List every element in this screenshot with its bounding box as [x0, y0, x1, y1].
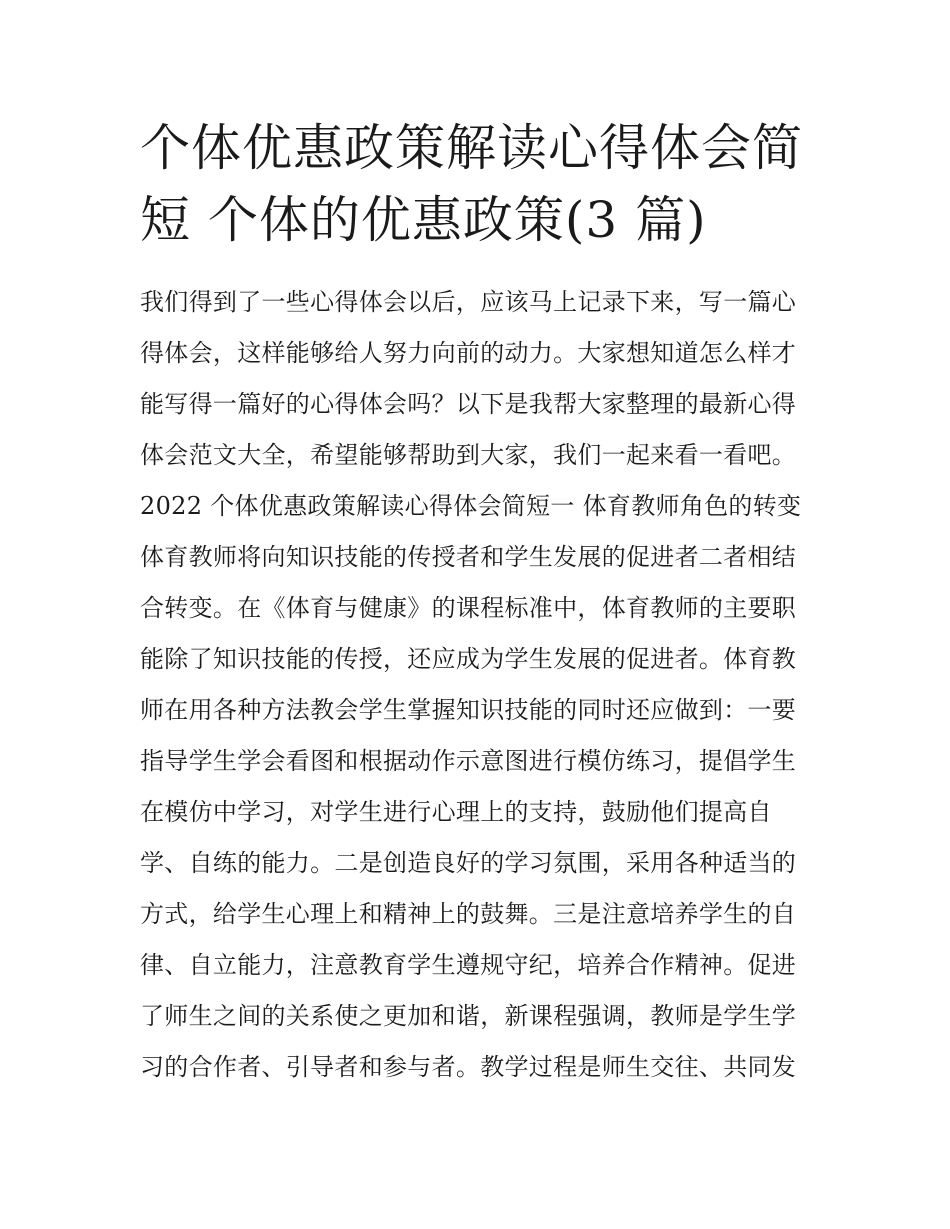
body-line: 律、自立能力，注意教育学生遵规守纪，培养合作精神。促进	[140, 951, 797, 979]
document-title	[140, 112, 820, 256]
body-line: 了师生之间的关系使之更加和谐，新课程强调，教师是学生学	[140, 1002, 797, 1030]
body-line: 学、自练的能力。二是创造良好的学习氛围，采用各种适当的	[140, 849, 797, 877]
title-line: 短 个体的优惠政策(3 篇)	[140, 191, 707, 249]
body-line: 得体会，这样能够给人努力向前的动力。大家想知道怎么样才	[140, 339, 797, 367]
title-line: 个体优惠政策解读心得体会简	[140, 119, 803, 177]
body-line: 2022 个体优惠政策解读心得体会简短一 体育教师角色的转变	[140, 492, 802, 520]
body-line: 能写得一篇好的心得体会吗？以下是我帮大家整理的最新心得	[140, 390, 797, 418]
body-line: 在模仿中学习，对学生进行心理上的支持，鼓励他们提高自	[140, 798, 772, 826]
body-line: 师在用各种方法教会学生掌握知识技能的同时还应做到：一要	[140, 696, 797, 724]
body-line: 合转变。在《体育与健康》的课程标准中，体育教师的主要职	[140, 594, 797, 622]
body-line: 体会范文大全，希望能够帮助到大家，我们一起来看一看吧。	[140, 441, 797, 469]
body-line: 体育教师将向知识技能的传授者和学生发展的促进者二者相结	[140, 543, 797, 571]
body-line: 指导学生学会看图和根据动作示意图进行模仿练习，提倡学生	[140, 747, 797, 775]
body-line: 我们得到了一些心得体会以后，应该马上记录下来，写一篇心	[140, 288, 797, 316]
body-line: 方式，给学生心理上和精神上的鼓舞。三是注意培养学生的自	[140, 900, 797, 928]
body-line: 习的合作者、引导者和参与者。教学过程是师生交往、共同发	[140, 1053, 797, 1081]
body-line: 能除了知识技能的传授，还应成为学生发展的促进者。体育教	[140, 645, 797, 673]
document-body	[140, 280, 820, 1096]
